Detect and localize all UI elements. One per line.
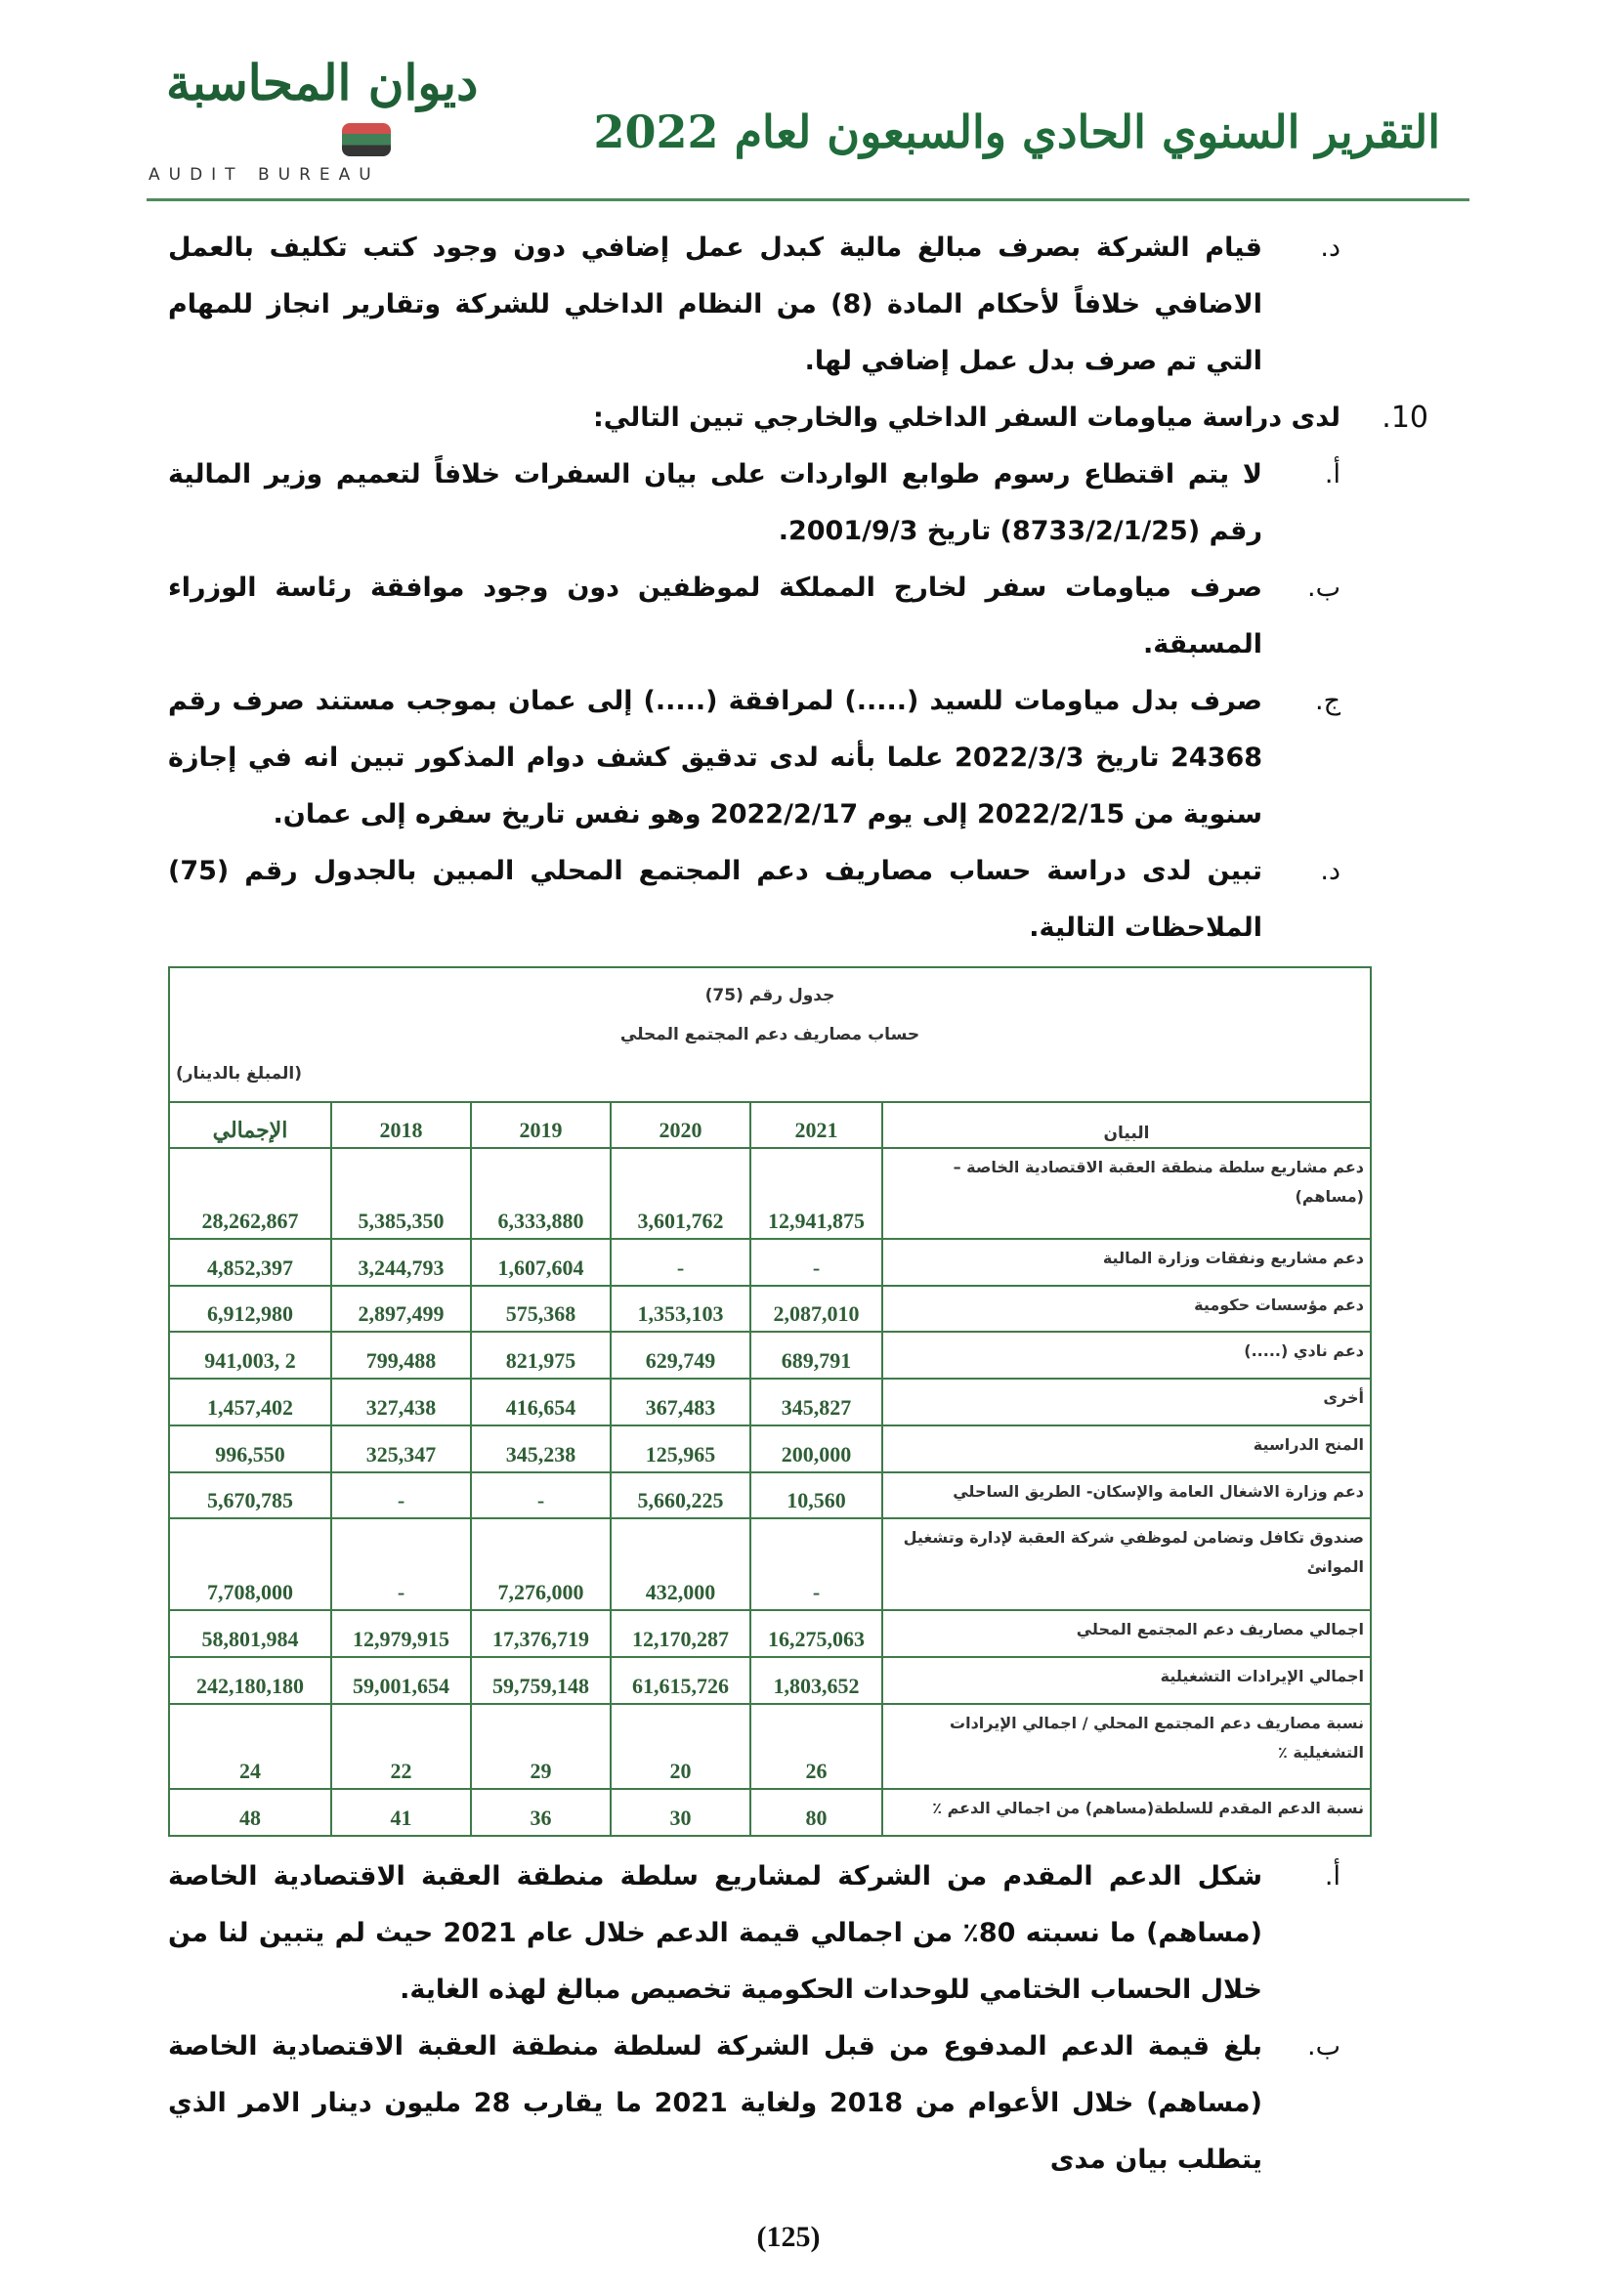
cell-value: 29 (471, 1704, 611, 1789)
body-section-top (168, 220, 1428, 957)
cell-value: 200,000 (750, 1425, 882, 1472)
cell-value: 20 (611, 1704, 750, 1789)
paragraph-text: قيام الشركة بصرف مبالغ مالية كبدل عمل إضافي دون وجود كتب تكليف بالعمل الاضافي خلافاً لأحكام المادة (8) من النظام الداخلي للشركة وتقارير انجاز للمهام التي تم صرف بدل عمل إضافي لها. (168, 233, 1263, 376)
table-row (169, 1148, 1371, 1239)
cell-value: - (471, 1472, 611, 1518)
column-header: 2020 (611, 1102, 750, 1148)
table-title: حساب مصاريف دعم المجتمع المحلي (619, 1025, 920, 1044)
cell-value: 59,759,148 (471, 1657, 611, 1704)
cell-value: 6,333,880 (471, 1148, 611, 1239)
table-row (169, 1472, 1371, 1518)
item-marker: أ. (1324, 459, 1340, 489)
cell-value: 58,801,984 (169, 1610, 331, 1657)
column-header: البيان (882, 1102, 1371, 1148)
crown-emblem-icon (342, 123, 391, 156)
cell-value: - (331, 1518, 471, 1610)
table-row (169, 1610, 1371, 1657)
row-label: صندوق تكافل وتضامن لموظفي شركة العقبة لإدارة وتشغيل الموانئ (882, 1518, 1371, 1610)
paragraph-d2 (168, 843, 1409, 957)
table-caption (169, 967, 1371, 1102)
cell-value: 5,385,350 (331, 1148, 471, 1239)
cell-value: 125,965 (611, 1425, 750, 1472)
table-row (169, 1379, 1371, 1425)
cell-value: 12,941,875 (750, 1148, 882, 1239)
item-marker: ب. (1306, 2031, 1340, 2062)
community-support-table (168, 966, 1372, 1837)
cell-value: - (750, 1518, 882, 1610)
header-divider (147, 198, 1469, 201)
column-header: 2021 (750, 1102, 882, 1148)
cell-value: 59,001,654 (331, 1657, 471, 1704)
cell-value: 22 (331, 1704, 471, 1789)
row-label: دعم مؤسسات حكومية (882, 1286, 1371, 1332)
item-marker: 10. (1382, 401, 1428, 435)
cell-value: 7,708,000 (169, 1518, 331, 1610)
table-row (169, 1425, 1371, 1472)
column-header: الإجمالي (169, 1102, 331, 1148)
cell-value: 16,275,063 (750, 1610, 882, 1657)
body-section-bottom (168, 1849, 1409, 2189)
cell-value: 10,560 (750, 1472, 882, 1518)
cell-value: 367,483 (611, 1379, 750, 1425)
paragraph-text: صرف بدل مياومات للسيد (.....) لمرافقة (.....) إلى عمان بموجب مستند صرف رقم 24368 تاريخ 2022/3/3 علما بأنه لدى تدقيق كشف دوام المذكور تبين انه في إجازة سنوية من 2022/2/15 إلى يوم 2022/2/17 وهو نفس تاريخ سفره إلى عمان. (168, 686, 1263, 829)
cell-value: - (750, 1239, 882, 1286)
row-label: دعم نادي (.....) (882, 1332, 1371, 1379)
cell-value: 36 (471, 1789, 611, 1836)
paragraph-c (168, 673, 1409, 843)
cell-value: 30 (611, 1789, 750, 1836)
column-header: 2018 (331, 1102, 471, 1148)
cell-value: 242,180,180 (169, 1657, 331, 1704)
table-row (169, 1657, 1371, 1704)
paragraph-text: بلغ قيمة الدعم المدفوع من قبل الشركة لسلطة منطقة العقبة الاقتصادية الخاصة (مساهم) خلال الأعوام من 2018 ولغاية 2021 ما يقارب 28 مليون دينار الامر الذي يتطلب بيان مدى (168, 2031, 1262, 2175)
cell-value: 2,897,499 (331, 1286, 471, 1332)
table-unit: (المبلغ بالدينار) (176, 1064, 303, 1084)
cell-value: 7,276,000 (471, 1518, 611, 1610)
row-label: اجمالي مصاريف دعم المجتمع المحلي (882, 1610, 1371, 1657)
cell-value: 996,550 (169, 1425, 331, 1472)
cell-value: 416,654 (471, 1379, 611, 1425)
cell-value: 689,791 (750, 1332, 882, 1379)
cell-value: 5,670,785 (169, 1472, 331, 1518)
item-marker: أ. (1324, 1861, 1340, 1892)
cell-value: 28,262,867 (169, 1148, 331, 1239)
logo-arabic-text: ديوان المحاسبة (166, 54, 479, 111)
item-marker: ج. (1314, 686, 1340, 716)
cell-value: 799,488 (331, 1332, 471, 1379)
table-row (169, 1332, 1371, 1379)
item-marker: د. (1320, 233, 1340, 263)
paragraph-a (168, 446, 1409, 560)
column-header: 2019 (471, 1102, 611, 1148)
paragraph-a-bottom (168, 1849, 1409, 2019)
row-label: أخرى (882, 1379, 1371, 1425)
paragraph-d (168, 220, 1409, 390)
row-label: نسبة مصاريف دعم المجتمع المحلي / اجمالي الإيرادات التشغيلية ٪ (882, 1704, 1371, 1789)
cell-value: 41 (331, 1789, 471, 1836)
cell-value: 575,368 (471, 1286, 611, 1332)
cell-value: 3,601,762 (611, 1148, 750, 1239)
cell-value: - (611, 1239, 750, 1286)
cell-value: 1,457,402 (169, 1379, 331, 1425)
cell-value: 3,244,793 (331, 1239, 471, 1286)
cell-value: 26 (750, 1704, 882, 1789)
cell-value: 1,353,103 (611, 1286, 750, 1332)
item-marker: د. (1320, 856, 1340, 886)
cell-value: 345,238 (471, 1425, 611, 1472)
row-label: اجمالي الإيرادات التشغيلية (882, 1657, 1371, 1704)
page-body (168, 220, 1428, 2296)
table-row (169, 1518, 1371, 1610)
cell-value: 629,749 (611, 1332, 750, 1379)
cell-value: 80 (750, 1789, 882, 1836)
cell-value: 1,607,604 (471, 1239, 611, 1286)
table-row (169, 1704, 1371, 1789)
table-header-row (169, 1102, 1371, 1148)
cell-value: - (331, 1472, 471, 1518)
cell-value: 325,347 (331, 1425, 471, 1472)
cell-value: 24 (169, 1704, 331, 1789)
cell-value: 6,912,980 (169, 1286, 331, 1332)
row-label: المنح الدراسية (882, 1425, 1371, 1472)
paragraph-text: شكل الدعم المقدم من الشركة لمشاريع سلطة منطقة العقبة الاقتصادية الخاصة (مساهم) ما نسبته 80٪ من اجمالي قيمة الدعم خلال عام 2021 حيث لم يتبين لنا من خلال الحساب الختامي للوحدات الحكومية تخصيص مبالغ لهذه الغاية. (168, 1861, 1262, 2005)
item-marker: ب. (1306, 573, 1340, 603)
cell-value: 345,827 (750, 1379, 882, 1425)
page-number: (125) (756, 2221, 821, 2253)
cell-value: 327,438 (331, 1379, 471, 1425)
cell-value: 5,660,225 (611, 1472, 750, 1518)
row-label: دعم وزارة الاشغال العامة والإسكان- الطريق الساحلي (882, 1472, 1371, 1518)
paragraph-text: لا يتم اقتطاع رسوم طوابع الواردات على بيان السفرات خلافاً لتعميم وزير المالية رقم (8733/2/1/25) تاريخ 2001/9/3. (168, 459, 1262, 546)
table-row (169, 1286, 1371, 1332)
cell-value: 821,975 (471, 1332, 611, 1379)
cell-value: 2,087,010 (750, 1286, 882, 1332)
cell-value: 2 ,941,003 (169, 1332, 331, 1379)
paragraph-10 (168, 390, 1428, 446)
cell-value: 12,170,287 (611, 1610, 750, 1657)
logo-english-text: AUDIT BUREAU (149, 165, 380, 185)
cell-value: 4,852,397 (169, 1239, 331, 1286)
row-label: دعم مشاريع ونفقات وزارة المالية (882, 1239, 1371, 1286)
row-label: دعم مشاريع سلطة منطقة العقبة الاقتصادية الخاصة – (مساهم) (882, 1148, 1371, 1239)
cell-value: 12,979,915 (331, 1610, 471, 1657)
report-title: التقرير السنوي الحادي والسبعون لعام 2022 (593, 106, 1440, 158)
paragraph-text: صرف مياومات سفر لخارج المملكة لموظفين دون وجود موافقة رئاسة الوزراء المسبقة. (168, 573, 1262, 659)
cell-value: 17,376,719 (471, 1610, 611, 1657)
paragraph-b-bottom (168, 2019, 1409, 2189)
audit-bureau-logo (147, 49, 479, 191)
table-row (169, 1789, 1371, 1836)
paragraph-text: لدى دراسة مياومات السفر الداخلي والخارجي تبين التالي: (592, 403, 1340, 433)
cell-value: 48 (169, 1789, 331, 1836)
paragraph-b (168, 560, 1409, 673)
table-number: جدول رقم (75) (704, 986, 835, 1005)
paragraph-text: تبين لدى دراسة حساب مصاريف دعم المجتمع المحلي المبين بالجدول رقم (75) الملاحظات التالية. (168, 856, 1262, 943)
row-label: نسبة الدعم المقدم للسلطة(مساهم) من اجمالي الدعم ٪ (882, 1789, 1371, 1836)
cell-value: 432,000 (611, 1518, 750, 1610)
cell-value: 1,803,652 (750, 1657, 882, 1704)
table-row (169, 1239, 1371, 1286)
cell-value: 61,615,726 (611, 1657, 750, 1704)
